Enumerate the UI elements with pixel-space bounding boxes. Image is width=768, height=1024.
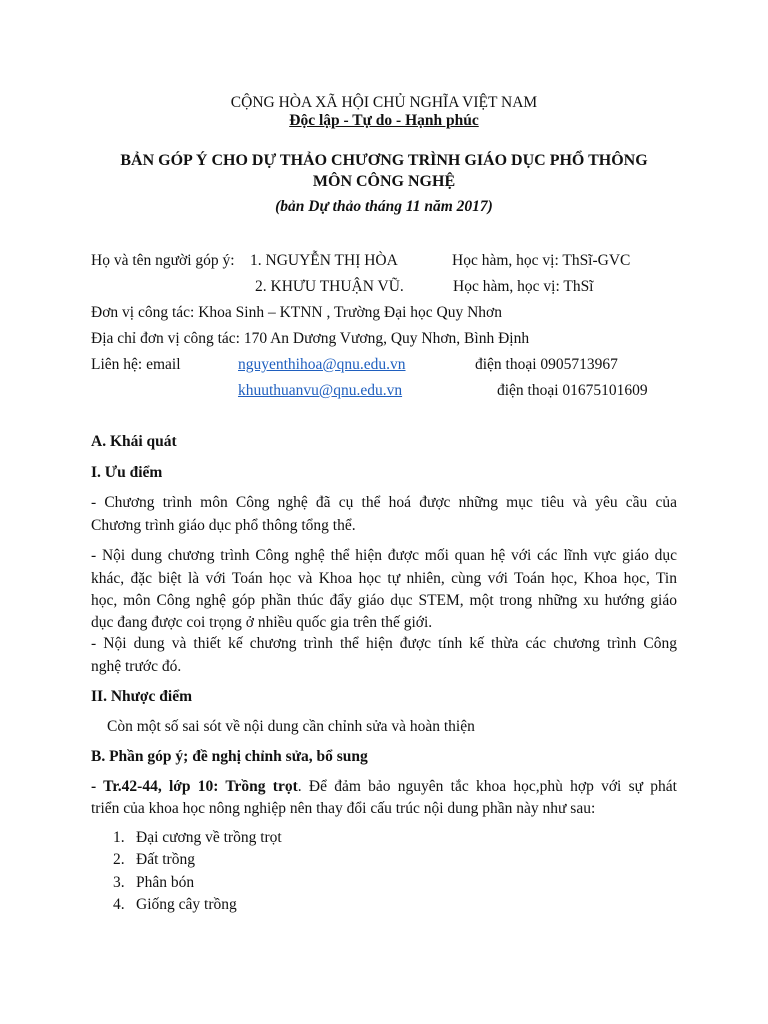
person2-title: Học hàm, học vị: ThSĩ xyxy=(453,278,594,295)
person1-title: Học hàm, học vị: ThSĩ-GVC xyxy=(452,252,631,269)
list-number: 1. xyxy=(113,829,125,846)
document-subtitle: (bản Dự thảo tháng 11 năm 2017) xyxy=(275,198,493,215)
advantages-heading: I. Ưu điểm xyxy=(91,464,163,481)
disadvantages-heading: II. Nhược điểm xyxy=(91,688,192,705)
unit-address: Địa chỉ đơn vị công tác: 170 An Dương Vương, Quy Nhơn, Bình Định xyxy=(91,330,530,347)
section-a-heading: A. Khái quát xyxy=(91,433,177,450)
email-link-2[interactable]: khuuthuanvu@qnu.edu.vn xyxy=(238,382,403,399)
motto-header xyxy=(0,112,768,130)
document-title-line2: MÔN CÔNG NGHỆ xyxy=(312,173,456,190)
list-number: 3. xyxy=(113,874,125,891)
advantage-1-line2: Chương trình giáo dục phổ thông tổng thể. xyxy=(91,517,356,534)
list-number: 2. xyxy=(113,851,125,868)
proposal-reference: - Tr.42-44, lớp 10: Trồng trọt xyxy=(91,778,298,795)
advantage-2-line1: - Nội dung chương trình Công nghệ thể hiện được mối quan hệ với các lĩnh vực giáo dục xyxy=(91,547,677,564)
person1-name: 1. NGUYỄN THỊ HÒA xyxy=(250,252,398,269)
list-text: Phân bón xyxy=(136,874,195,891)
advantage-2-line3: học, môn Công nghệ góp phần thúc đẩy giáo dục STEM, một trong những xu hướng giáo xyxy=(91,592,677,609)
motto-text: Độc lập - Tự do - Hạnh phúc xyxy=(289,112,479,129)
work-unit: Đơn vị công tác: Khoa Sinh – KTNN , Trường Đại học Quy Nhơn xyxy=(91,304,502,321)
list-text: Giống cây trồng xyxy=(136,896,237,913)
document-title-line1: BẢN GÓP Ý CHO DỰ THẢO CHƯƠNG TRÌNH GIÁO DỤC PHỔ THÔNG xyxy=(120,152,648,169)
country-header: CỘNG HÒA XÃ HỘI CHỦ NGHĨA VIỆT NAM xyxy=(230,94,538,111)
advantage-2-line4: dục đang được coi trọng ở nhiều quốc gia trên thế giới. xyxy=(91,614,433,631)
disadvantage-text: Còn một số sai sót về nội dung cần chỉnh sửa và hoàn thiện xyxy=(107,718,475,735)
proposal-line2: triển của khoa học nông nghiệp nên thay đổi cấu trúc nội dung phần này như sau: xyxy=(91,800,596,817)
proposal-line1 xyxy=(91,778,677,796)
advantage-1-line1: - Chương trình môn Công nghệ đã cụ thể hoá được những mục tiêu và yêu cầu của xyxy=(91,494,677,511)
name-label: Họ và tên người góp ý: xyxy=(91,252,235,269)
email-link-1[interactable]: nguyenthihoa@qnu.edu.vn xyxy=(238,356,406,373)
list-number: 4. xyxy=(113,896,125,913)
phone-1: điện thoại 0905713967 xyxy=(475,356,618,373)
advantage-2-line2: khác, đặc biệt là với Toán học và Khoa học tự nhiên, cùng với Toán học, Khoa học, Tin xyxy=(91,570,677,587)
advantage-3-line2: nghệ trước đó. xyxy=(91,658,182,675)
advantage-3-line1: - Nội dung và thiết kế chương trình thể hiện được tính kế thừa các chương trình Công xyxy=(91,635,677,652)
section-b-heading: B. Phần góp ý; đề nghị chỉnh sửa, bổ sung xyxy=(91,748,368,765)
list-text: Đất trồng xyxy=(136,851,195,868)
phone-2: điện thoại 01675101609 xyxy=(497,382,648,399)
person2-name: 2. KHƯU THUẬN VŨ. xyxy=(255,278,404,295)
list-text: Đại cương về trồng trọt xyxy=(136,829,282,846)
proposal-intro: . Để đảm bảo nguyên tắc khoa học,phù hợp với sự phát xyxy=(297,778,677,795)
contact-label: Liên hệ: email xyxy=(91,356,181,373)
